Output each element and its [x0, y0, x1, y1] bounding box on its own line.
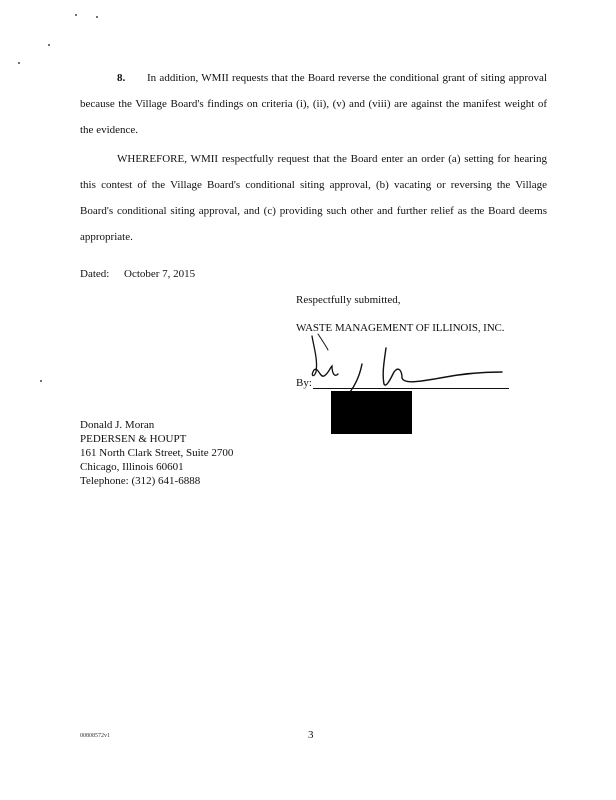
scan-speck [96, 16, 98, 18]
attorney-name: Donald J. Moran [80, 419, 155, 431]
firm-name: PEDERSEN & HOUPT [80, 433, 187, 445]
redaction-box [331, 391, 412, 434]
scan-speck [75, 14, 77, 16]
paragraph-8-text: In addition, WMII requests that the Board reverse the conditional grant of siting approval because the Village Board's findings on criteria (i), (ii), (v) and (viii) are against the manifest weight of the evidence. [80, 72, 547, 136]
paragraph-8 [80, 65, 547, 143]
closing-text: Respectfully submitted, [296, 294, 401, 306]
dated-value: October 7, 2015 [124, 268, 196, 280]
scan-speck [18, 62, 20, 64]
document-code: 00808572v1 [80, 733, 110, 739]
page-number: 3 [308, 729, 314, 741]
street-address: 161 North Clark Street, Suite 2700 [80, 447, 234, 459]
handwritten-signature [290, 326, 520, 396]
signature-line [313, 388, 509, 389]
scan-speck [40, 380, 42, 382]
city-state-zip: Chicago, Illinois 60601 [80, 461, 184, 473]
by-label: By: [296, 377, 312, 389]
company-name: WASTE MANAGEMENT OF ILLINOIS, INC. [296, 322, 505, 334]
scan-speck [48, 44, 50, 46]
paragraph-number: 8. [117, 72, 126, 84]
dated-line [80, 268, 195, 280]
wherefore-paragraph: WHEREFORE, WMII respectfully request that the Board enter an order (a) setting for hearing this contest of the Village Board's conditional siting approval, (b) vacating or reversing the Village Board's conditional siting approval, and (c) providing such other and further relief as the Board deems appropriate. [80, 153, 547, 243]
attorney-address-block [80, 418, 233, 488]
dated-label: Dated: [80, 268, 110, 280]
telephone: Telephone: (312) 641-6888 [80, 475, 201, 487]
